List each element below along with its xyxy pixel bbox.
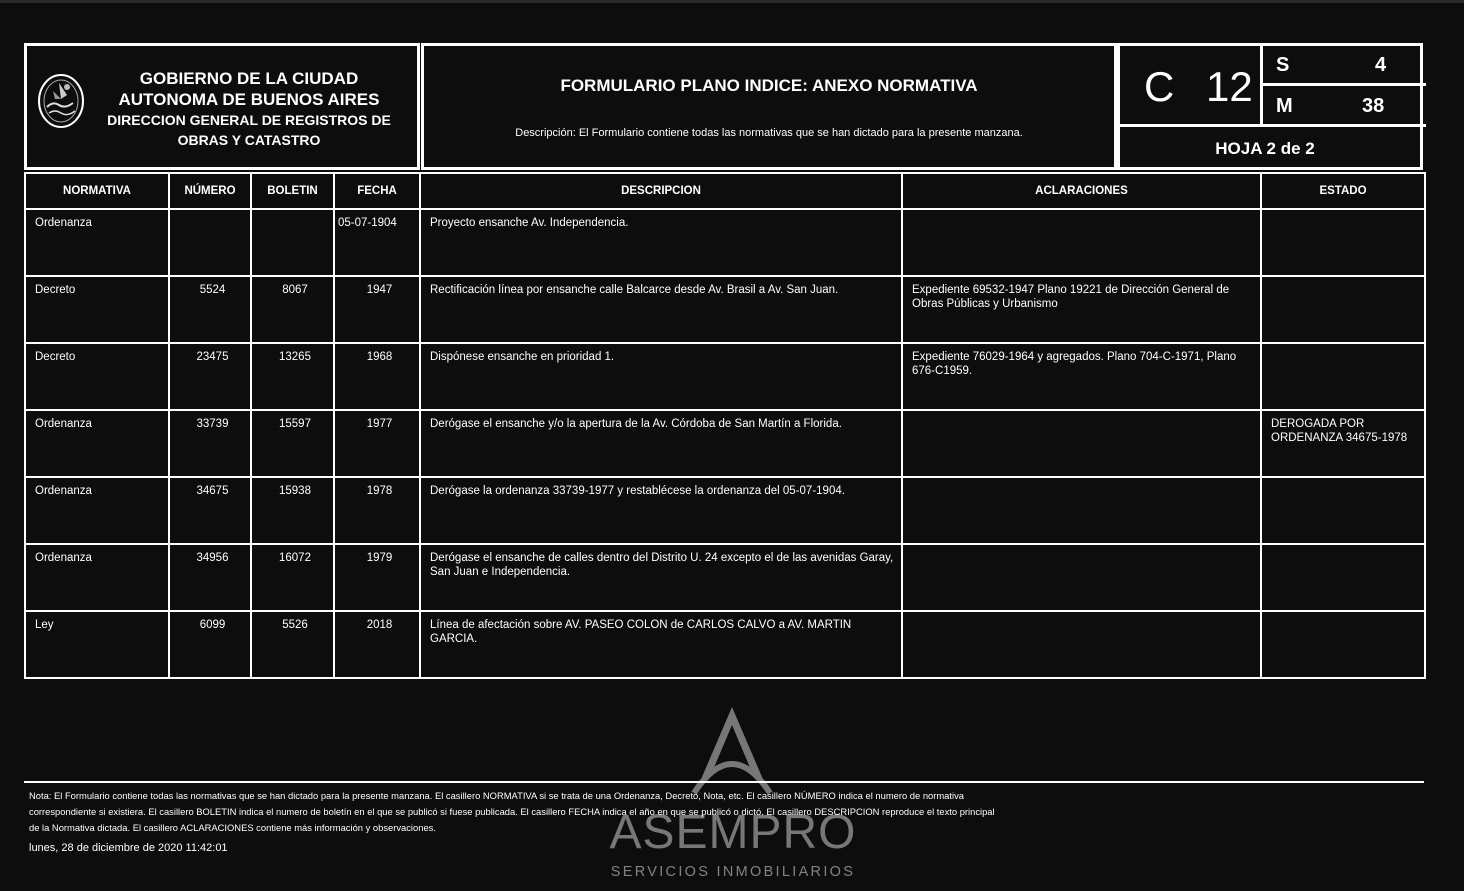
gov-line-1: GOBIERNO DE LA CIUDAD xyxy=(139,69,359,88)
table-row xyxy=(25,276,1425,343)
cell-boletin: 15938 xyxy=(251,477,334,544)
table-row xyxy=(25,209,1425,276)
cell-estado: DEROGADA POR ORDENANZA 34675-1978 xyxy=(1261,410,1425,477)
cell-aclaraciones xyxy=(902,209,1261,276)
cell-numero: 34956 xyxy=(169,544,251,611)
cell-estado xyxy=(1261,343,1425,410)
footer-divider xyxy=(24,781,1424,783)
asempro-logo-icon xyxy=(684,705,780,797)
col-header-aclaraciones: ACLARACIONES xyxy=(902,173,1261,209)
manzana-value: 38 xyxy=(1362,95,1385,117)
cell-fecha: 2018 xyxy=(334,611,420,678)
code-divider-vertical xyxy=(1260,46,1263,126)
watermark-brand-name: ASEMPRO xyxy=(609,806,857,859)
cell-normativa: Ordenanza xyxy=(25,209,169,276)
cell-boletin: 16072 xyxy=(251,544,334,611)
cell-estado xyxy=(1261,544,1425,611)
cell-descripcion: Rectificación línea por ensanche calle Balcarce desde Av. Brasil a Av. San Juan. xyxy=(420,276,902,343)
cell-fecha: 1968 xyxy=(334,343,420,410)
cell-numero: 5524 xyxy=(169,276,251,343)
cell-aclaraciones: Expediente 69532-1947 Plano 19221 de Dirección General de Obras Públicas y Urbanismo xyxy=(902,276,1261,343)
page-indicator: HOJA 2 de 2 xyxy=(1215,139,1315,158)
cell-estado xyxy=(1261,276,1425,343)
circunscripcion-number: 12 xyxy=(1206,63,1253,110)
cell-descripcion: Derógase la ordenanza 33739-1977 y restablécese la ordenanza del 05-07-1904. xyxy=(420,477,902,544)
cell-numero: 6099 xyxy=(169,611,251,678)
manzana-label: M xyxy=(1276,95,1293,117)
table-header-row xyxy=(25,173,1425,209)
cell-boletin: 8067 xyxy=(251,276,334,343)
cell-normativa: Ordenanza xyxy=(25,544,169,611)
government-header-box xyxy=(24,43,420,170)
cell-descripcion: Derógase el ensanche de calles dentro del Distrito U. 24 excepto el de las avenidas Garay, San Juan e Independencia. xyxy=(420,544,902,611)
cell-normativa: Ordenanza xyxy=(25,410,169,477)
cell-numero: 33739 xyxy=(169,410,251,477)
cell-normativa: Ley xyxy=(25,611,169,678)
cell-fecha: 1978 xyxy=(334,477,420,544)
cell-boletin: 15597 xyxy=(251,410,334,477)
col-header-normativa: NORMATIVA xyxy=(25,173,169,209)
cell-estado xyxy=(1261,477,1425,544)
col-header-boletin: BOLETIN xyxy=(251,173,334,209)
government-name xyxy=(87,68,411,150)
cell-fecha: 1977 xyxy=(334,410,420,477)
table-row xyxy=(25,410,1425,477)
watermark-subtitle: SERVICIOS INMOBILIARIOS xyxy=(610,864,856,880)
cell-descripcion: Dispónese ensanche en prioridad 1. xyxy=(420,343,902,410)
table-row xyxy=(25,611,1425,678)
form-title-box xyxy=(421,43,1117,170)
catastro-code-box xyxy=(1117,43,1423,170)
table-row xyxy=(25,544,1425,611)
note-line-1: Nota: El Formulario contiene todas las normativas que se han dictado para la presente manzana. El casillero NORMATIVA si se trata de una Ordenanza, Decreto, Nota, etc. El casillero NÚMERO indica el numero de normativa xyxy=(29,790,964,801)
gov-line-3: DIRECCION GENERAL DE REGISTROS DE xyxy=(107,112,391,128)
cell-numero xyxy=(169,209,251,276)
note-line-3: de la Normativa dictada. El casillero ACLARACIONES contiene más información y observaciones. xyxy=(29,822,436,833)
gov-line-2: AUTONOMA DE BUENOS AIRES xyxy=(118,90,380,109)
cell-normativa: Decreto xyxy=(25,276,169,343)
code-divider-sm xyxy=(1260,83,1426,86)
cell-boletin xyxy=(251,209,334,276)
col-header-estado: ESTADO xyxy=(1261,173,1425,209)
cell-aclaraciones xyxy=(902,544,1261,611)
cell-boletin: 5526 xyxy=(251,611,334,678)
cell-boletin: 13265 xyxy=(251,343,334,410)
col-header-fecha: FECHA xyxy=(334,173,420,209)
cell-fecha: 1947 xyxy=(334,276,420,343)
normativa-table xyxy=(24,172,1426,679)
col-header-numero: NÚMERO xyxy=(169,173,251,209)
note-line-2: correspondiente si existiera. El casillero BOLETIN indica el numero de boletín en el que se publicó si fuese publicada. El casillero FECHA indica el año en que se publicó o dictó. El casillero DESCRIPCION reproduce el texto principal xyxy=(29,806,995,817)
cell-fecha: 05-07-1904 xyxy=(334,209,420,276)
cell-descripcion: Derógase el ensanche y/o la apertura de la Av. Córdoba de San Martín a Florida. xyxy=(420,410,902,477)
print-timestamp: lunes, 28 de diciembre de 2020 11:42:01 xyxy=(29,842,228,854)
cell-estado xyxy=(1261,209,1425,276)
cell-normativa: Ordenanza xyxy=(25,477,169,544)
footer-note xyxy=(29,788,1109,836)
top-edge xyxy=(0,0,1464,3)
cell-descripcion: Proyecto ensanche Av. Independencia. xyxy=(420,209,902,276)
table-row xyxy=(25,343,1425,410)
city-seal-icon xyxy=(37,73,85,129)
circunscripcion-letter: C xyxy=(1144,63,1175,110)
gov-line-4: OBRAS Y CATASTRO xyxy=(177,132,321,148)
table-row xyxy=(25,477,1425,544)
cell-normativa: Decreto xyxy=(25,343,169,410)
cell-numero: 34675 xyxy=(169,477,251,544)
form-description: Descripción: El Formulario contiene todas las normativas que se han dictado para la presente manzana. xyxy=(515,127,1023,139)
cell-numero: 23475 xyxy=(169,343,251,410)
cell-aclaraciones xyxy=(902,410,1261,477)
cell-aclaraciones: Expediente 76029-1964 y agregados. Plano 704-C-1971, Plano 676-C1959. xyxy=(902,343,1261,410)
cell-aclaraciones xyxy=(902,611,1261,678)
cell-fecha: 1979 xyxy=(334,544,420,611)
cell-descripcion: Línea de afectación sobre AV. PASEO COLON de CARLOS CALVO a AV. MARTIN GARCIA. xyxy=(420,611,902,678)
form-title: FORMULARIO PLANO INDICE: ANEXO NORMATIVA xyxy=(560,76,978,95)
seccion-value: 4 xyxy=(1375,54,1387,76)
col-header-descripcion: DESCRIPCION xyxy=(420,173,902,209)
seccion-label: S xyxy=(1276,54,1290,76)
cell-estado xyxy=(1261,611,1425,678)
cell-aclaraciones xyxy=(902,477,1261,544)
code-divider-hoja xyxy=(1120,124,1426,127)
